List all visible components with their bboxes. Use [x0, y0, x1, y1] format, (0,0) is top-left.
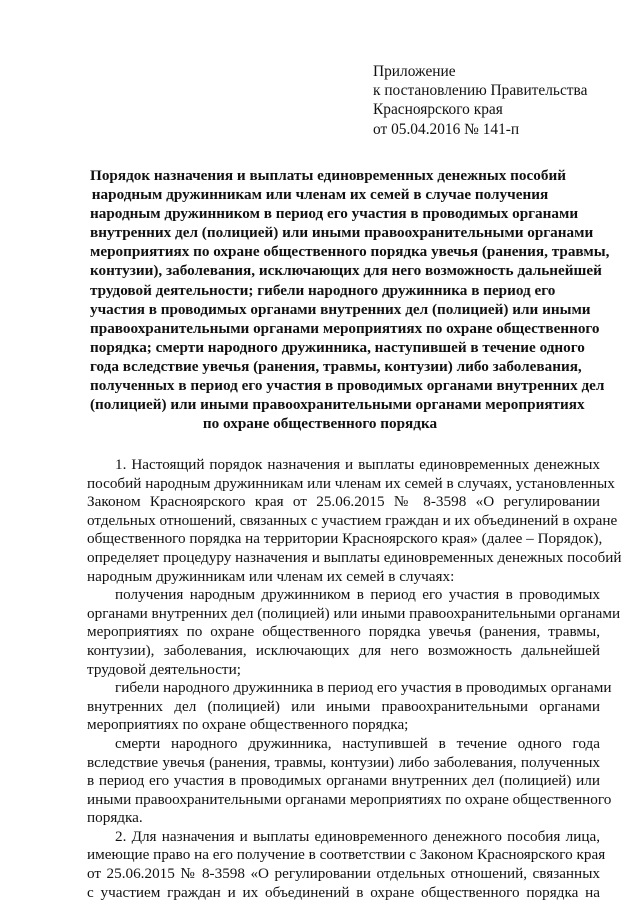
body-line: пособий народным дружинникам или членам их семей в случаях, установленных	[87, 474, 615, 492]
body-line: 2. Для назначения и выплаты единовременного денежного пособия лица,	[115, 827, 600, 845]
body-line: 1. Настоящий порядок назначения и выплаты единовременных денежных	[115, 456, 600, 473]
body-line: определяет процедуру назначения и выплаты единовременных денежных пособий	[87, 548, 622, 566]
body-line: внутренних дел (полицией) или иными правоохранительными органами	[87, 697, 600, 715]
body-line: народным дружинникам или членам их семей в случаях:	[87, 567, 455, 585]
body-line: гибели народного дружинника в период его участия в проводимых органами	[115, 679, 612, 697]
title-line: народным дружинником в период его участия в проводимых органами	[90, 205, 579, 223]
title-line: года вследствие увечья (ранения, травмы, контузии) либо заболевания,	[90, 357, 582, 375]
title-line: мероприятиях по охране общественного порядка увечья (ранения, травмы,	[90, 243, 610, 261]
body-line: отдельных отношений, связанных с участием граждан и их объединений в охране	[87, 511, 618, 529]
appendix-line: от 05.04.2016 № 141-п	[373, 120, 520, 138]
title-line: по охране общественного порядка	[202, 415, 438, 433]
body-line: имеющие право на его получение в соответствии с Законом Красноярского края	[87, 846, 606, 864]
body-line: иными правоохранительными органами мероприятиях по охране общественного	[87, 790, 612, 808]
title-line: Порядок назначения и выплаты единовременных денежных пособий	[90, 167, 566, 184]
title-line: участия в проводимых органами внутренних дел (полицией) или иными	[90, 300, 591, 318]
appendix-line: Красноярского края	[373, 101, 503, 119]
title-line: полученных в период его участия в проводимых органами внутренних дел	[90, 377, 605, 395]
body-line: мероприятиях по охране общественного порядка увечья (ранения, травмы,	[87, 623, 600, 641]
appendix-header	[373, 62, 587, 139]
body-line: общественного порядка на территории Красноярского края» (далее – Порядок),	[87, 530, 603, 548]
body-line: органами внутренних дел (полицией) или иными правоохранительными органами	[87, 604, 621, 622]
title-line: трудовой деятельности; гибели народного дружинника в период его	[90, 281, 556, 299]
body-line: порядка.	[87, 809, 143, 827]
body-line: получения народным дружинником в период его участия в проводимых	[115, 586, 600, 604]
body-line: трудовой деятельности;	[87, 660, 241, 678]
body-line: Законом Красноярского края от 25.06.2015 № 8-3598 «О регулировании	[87, 493, 600, 511]
appendix-line: Приложение	[373, 63, 456, 80]
body-line: контузии), заболевания, исключающих для него возможность дальнейшей	[87, 641, 600, 659]
title-line: порядка; смерти народного дружинника, наступившей в течение одного	[90, 338, 585, 356]
body-line: смерти народного дружинника, наступившей в течение одного года	[115, 734, 600, 752]
body-line: с участием граждан и их объединений в охране общественного порядка на	[87, 883, 600, 901]
body-line: вследствие увечья (ранения, травмы, контузии) либо заболевания, полученных	[87, 753, 600, 771]
title-line: (полицией) или иными правоохранительными органами мероприятиях	[90, 396, 585, 414]
body-line: мероприятиях по охране общественного порядка;	[87, 716, 409, 734]
body-line: от 25.06.2015 № 8-3598 «О регулировании отдельных отношений, связанных	[87, 865, 600, 883]
document-title	[90, 166, 610, 433]
body-line: в период его участия в проводимых органами внутренних дел (полицией) или	[87, 772, 600, 790]
document-body	[87, 456, 622, 902]
title-line: внутренних дел (полицией) или иными правоохранительными органами	[90, 224, 594, 242]
appendix-line: к постановлению Правительства	[373, 82, 588, 100]
title-line: правоохранительными органами мероприятиях по охране общественного	[90, 319, 600, 337]
title-line: народным дружинникам или членам их семей в случае получения	[91, 186, 549, 204]
title-line: контузии), заболевания, исключающих для него возможность дальнейшей	[90, 262, 602, 280]
